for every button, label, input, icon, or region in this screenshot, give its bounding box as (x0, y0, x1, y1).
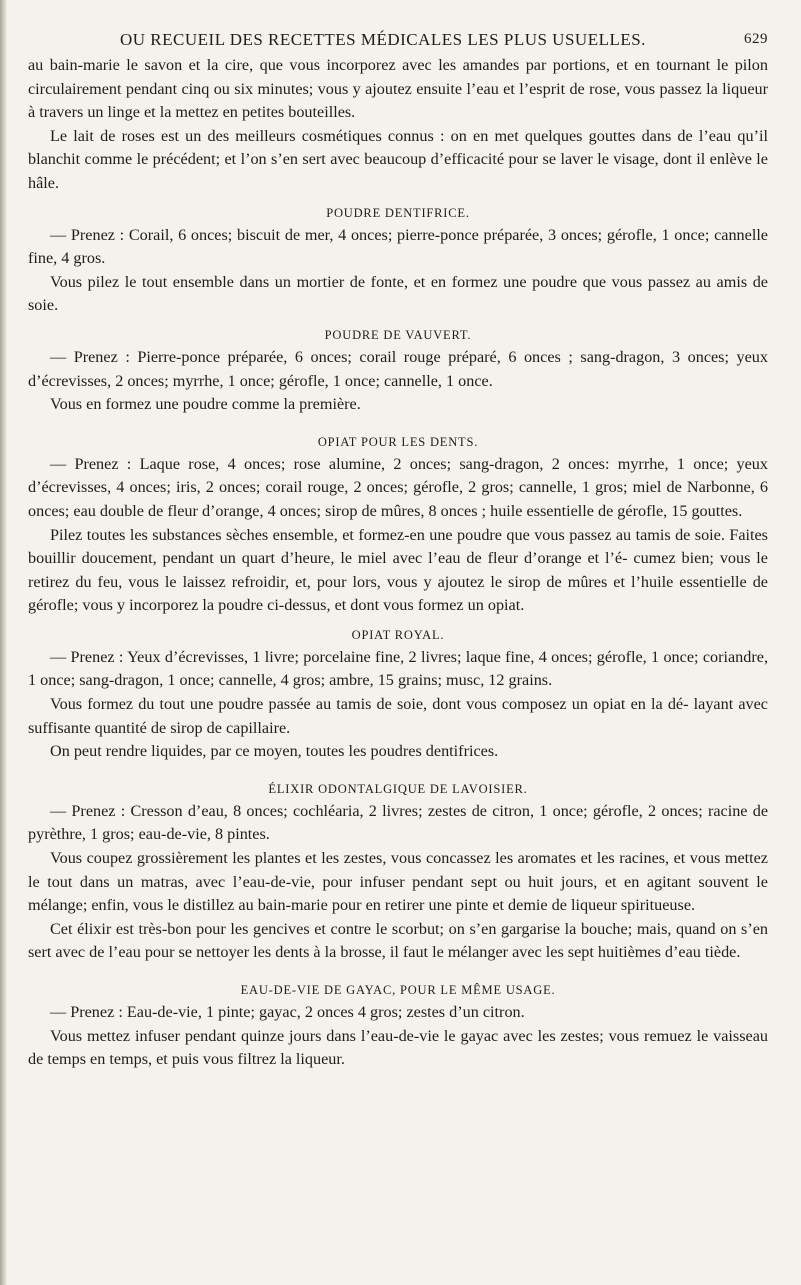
running-head (28, 24, 768, 54)
paragraph: — Prenez : Cresson d’eau, 8 onces; cochléaria, 2 livres; zestes de citron, 1 once; gérofle, 2 onces; racine de pyrèthre, 1 gros; eau-de-vie, 8 pintes. (28, 801, 768, 844)
recipe-heading: POUDRE DE VAUVERT. (324, 327, 472, 342)
paragraph: Vous coupez grossièrement les plantes et les zestes, vous concassez les aromates et les racines, et vous mettez le tout dans un matras, avec l’eau-de-vie, pour infuser pendant sept ou huit jours, et en agitant souvent le mélange; enfin, vous le distillez au bain-marie pour en retirer une pinte et demie de liqueur spiritueuse. (28, 849, 768, 915)
paragraph: — Prenez : Eau-de-vie, 1 pinte; gayac, 2 onces 4 gros; zestes d’un citron. (50, 1003, 525, 1021)
paragraph: au bain-marie le savon et la cire, que vous incorporez avec les amandes par portions, et en tournant le pilon circulairement pendant cinq ou six minutes; vous y ajoutez ensuite l’eau et l’esprit de rose, vous passez la liqueur à travers un linge et la mettez en petites bouteilles. (28, 56, 768, 122)
recipe-heading: ÉLIXIR ODONTALGIQUE DE LAVOISIER. (268, 781, 528, 796)
running-title: OU RECUEIL DES RECETTES MÉDICALES LES PLUS USUELLES. (120, 30, 646, 49)
recipe-heading: EAU-DE-VIE DE GAYAC, POUR LE MÊME USAGE. (240, 983, 556, 997)
paragraph: Pilez toutes les substances sèches ensemble, et formez-en une poudre que vous passez au tamis de soie. Faites bouillir doucement, pendant un quart d’heure, le miel avec l’eau de fleur d’orange et l’é- cumez bien; vous le retirez du feu, vous le laissez refroidir, et, pour lors, vous y ajoutez le sirop de mûres et l’huile essentielle de gérofle; vous y incorporez la poudre ci-dessus, et dont vous formez un opiat. (28, 525, 768, 615)
paragraph: Le lait de roses est un des meilleurs cosmétiques connus : on en met quelques gouttes dans de l’eau qu’il blanchit comme le précédent; et l’on s’en sert avec beaucoup d’efficacité pour se laver le visage, dont il enlève le hâle. (28, 126, 768, 192)
paragraph: Cet élixir est très-bon pour les gencives et contre le scorbut; on s’en gargarise la bouche; mais, quand on s’en sert avec de l’eau pour se nettoyer les dents à la brosse, il faut le mélanger avec les sept huitièmes d’eau tiède. (28, 919, 768, 962)
paragraph: On peut rendre liquides, par ce moyen, toutes les poudres dentifrices. (50, 742, 499, 761)
paragraph: — Prenez : Laque rose, 4 onces; rose alumine, 2 onces; sang-dragon, 2 onces: myrrhe, 1 once; yeux d’écrevisses, 4 onces; iris, 2 onces; corail rouge, 2 onces; gérofle, 2 gros; cannelle, 1 gros; miel de Narbonne, 6 onces; eau double de fleur d’orange, 4 onces; sirop de mûres, 8 onces ; huile essentielle de gérofle, 15 gouttes. (28, 454, 768, 520)
book-page (28, 0, 768, 1072)
recipe-heading: POUDRE DENTIFRICE. (326, 205, 470, 220)
recipe-heading: OPIAT POUR LES DENTS. (317, 434, 479, 449)
paragraph: Vous formez du tout une poudre passée au tamis de soie, dont vous composez un opiat en la dé- layant avec suffisante quantité de sirop de capillaire. (28, 695, 768, 737)
paragraph: — Prenez : Corail, 6 onces; biscuit de mer, 4 onces; pierre-ponce préparée, 3 onces; gérofle, 1 once; cannelle fine, 4 gros. (28, 225, 768, 268)
paragraph: — Prenez : Pierre-ponce préparée, 6 onces; corail rouge préparé, 6 onces ; sang-dragon, 3 onces; yeux d’écrevisses, 2 onces; myrrhe, 1 once; gérofle, 1 once; cannelle, 1 once. (28, 347, 768, 390)
page-number: 629 (744, 31, 768, 47)
paragraph: — Prenez : Yeux d’écrevisses, 1 livre; porcelaine fine, 2 livres; laque fine, 4 onces; gérofle, 1 once; coriandre, 1 once; sang-dragon, 1 once; cannelle, 4 gros; ambre, 15 grains; musc, 12 grains. (28, 647, 768, 690)
paragraph: Vous mettez infuser pendant quinze jours dans l’eau-de-vie le gayac avec les zestes; vous remuez le vaisseau de temps en temps, et puis vous filtrez la liqueur. (28, 1026, 768, 1069)
page-edge-shadow (0, 0, 7, 1285)
paragraph: Vous pilez le tout ensemble dans un mortier de fonte, et en formez une poudre que vous passez au amis de soie. (28, 272, 768, 315)
recipe-heading: OPIAT ROYAL. (351, 627, 445, 642)
paragraph: Vous en formez une poudre comme la première. (50, 395, 361, 414)
